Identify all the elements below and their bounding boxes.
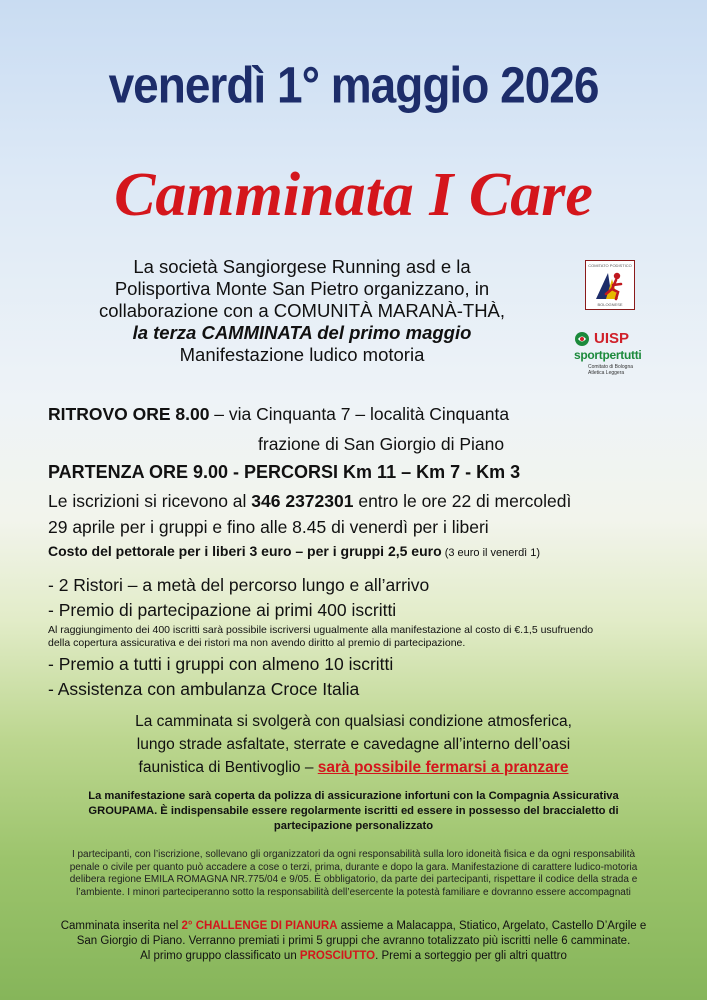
insurance-line: GROUPAMA. È indispensabile essere regolarmente iscritti ed essere in possesso del braccialetto di: [88, 805, 619, 817]
costo-text: Costo del pettorale per i liberi 3 euro – per i gruppi 2,5 euro: [48, 543, 442, 559]
disclaimer-line: l’ambiente. I minori parteciperanno sotto la responsabilità dell’esercente la potestà familiare e dovranno essere accompagnati: [76, 886, 631, 898]
weather-line: lungo strade asfaltate, sterrate e cavedagne all’interno dell’oasi: [136, 736, 571, 753]
intro-text: [40, 256, 564, 366]
committee-logo-top: COMITATO PODISTICO: [588, 263, 632, 268]
iscrizioni-line: [48, 491, 668, 512]
costo-note: (3 euro il venerdì 1): [441, 547, 541, 559]
challenge-text-part: Al primo gruppo classificato un: [140, 950, 300, 962]
weather-text-part: faunistica di Bentivoglio –: [138, 759, 318, 776]
uisp-subtext-line: Comitato di Bologna: [588, 364, 634, 370]
disclaimer-text: [40, 849, 667, 899]
uisp-subtext-line: Atletica Leggera: [588, 370, 625, 376]
challenge-line: [30, 919, 677, 934]
event-date: venerdì 1° maggio 2026: [108, 56, 599, 114]
insurance-line: partecipazione personalizzato: [273, 820, 434, 832]
iscrizioni-text: entro le ore 22 di mercoledì: [353, 491, 572, 511]
note-400: [48, 624, 678, 650]
event-title: Camminata I Care: [114, 161, 593, 229]
lunch-highlight: sarà possibile fermarsi a pranzare: [317, 759, 569, 776]
insurance-line: La manifestazione sarà coperta da polizza di assicurazione infortuni con la Compagnia Assicurativa: [88, 790, 619, 802]
note-line: Al raggiungimento dei 400 iscritti sarà possibile iscriversi ugualmente alla manifestazione al costo di €.1,5 usufruendo: [48, 624, 594, 636]
uisp-mark-icon: [574, 331, 590, 347]
bullet-premio: - Premio di partecipazione ai primi 400 iscritti: [48, 600, 397, 620]
challenge-text: [30, 919, 677, 964]
ritrovo-line2: frazione di San Giorgio di Piano: [258, 434, 505, 454]
bullet-ambulanza: - Assistenza con ambulanza Croce Italia: [48, 679, 360, 699]
intro-line: collaborazione con a COMUNITÀ MARANÀ-THÀ,: [98, 300, 506, 321]
bullet-gruppi: - Premio a tutti i gruppi con almeno 10 iscritti: [48, 654, 394, 674]
iscrizioni-line2: 29 aprile per i gruppi e fino alle 8.45 di venerdì per i liberi: [48, 517, 489, 537]
challenge-text-part: . Premi a sorteggio per gli altri quattro: [375, 950, 567, 962]
ritrovo-line: [48, 404, 668, 425]
iscrizioni-text: Le iscrizioni si ricevono al: [48, 491, 252, 511]
uisp-subtext: [588, 364, 648, 376]
ritrovo-address: – via Cinquanta 7 – località Cinquanta: [209, 404, 510, 424]
committee-logo-bottom: BOLOGNESE: [597, 302, 623, 307]
disclaimer-line: delibera regione EMILA ROMAGNA NR.775/04 e 9/05. È obbligatorio, da parte dei partecipanti, rispettare il codice della strada e: [69, 874, 638, 885]
phone-number: 346 2372301: [251, 491, 354, 511]
intro-line: Polisportiva Monte San Pietro organizzano, in: [114, 278, 490, 299]
costo-line: [48, 543, 668, 559]
uisp-logo: [572, 330, 654, 380]
committee-logo: [585, 260, 635, 310]
intro-line: La società Sangiorgese Running asd e la: [133, 256, 471, 277]
challenge-line: San Giorgio di Piano. Verranno premiati i primi 5 gruppi che avranno totalizzato più iscritti nelle 6 camminate.: [76, 935, 631, 947]
weather-text: [40, 710, 667, 779]
note-line: della copertura assicurativa e dei ristori ma non avendo diritto al premio di partecipazione.: [48, 637, 466, 649]
challenge-text-part: Camminata inserita nel: [60, 920, 182, 932]
challenge-highlight: 2° CHALLENGE DI PIANURA: [181, 920, 338, 932]
bullet-ristori: - 2 Ristori – a metà del percorso lungo e all’arrivo: [48, 575, 430, 595]
disclaimer-line: penale o civile per quanto può accadere a cose o terzi, prima, durante e dopo la gara. Manifestazione di carattere ludico-motoria: [69, 861, 638, 873]
partenza-line: PARTENZA ORE 9.00 - PERCORSI Km 11 – Km 7 - Km 3: [48, 462, 521, 482]
insurance-text: [20, 789, 687, 834]
intro-line: Manifestazione ludico motoria: [179, 344, 425, 365]
disclaimer-line: I partecipanti, con l’iscrizione, sollevano gli organizzatori da ogni responsabilità sulla loro idoneità fisica e da ogni responsabilità: [71, 849, 636, 860]
challenge-line: [30, 949, 677, 964]
uisp-tagline: sportpertutti: [574, 348, 642, 362]
challenge-text-part: assieme a Malacappa, Stiatico, Argelato, Castello D’Argile e: [337, 920, 647, 932]
uisp-name: UISP: [594, 330, 630, 347]
intro-highlight: la terza CAMMINATA del primo maggio: [132, 322, 472, 343]
ritrovo-label: RITROVO ORE 8.00: [48, 404, 210, 424]
weather-line: La camminata si svolgerà con qualsiasi condizione atmosferica,: [135, 713, 572, 730]
prize-highlight: PROSCIUTTO: [299, 950, 376, 962]
weather-line: [40, 756, 667, 779]
